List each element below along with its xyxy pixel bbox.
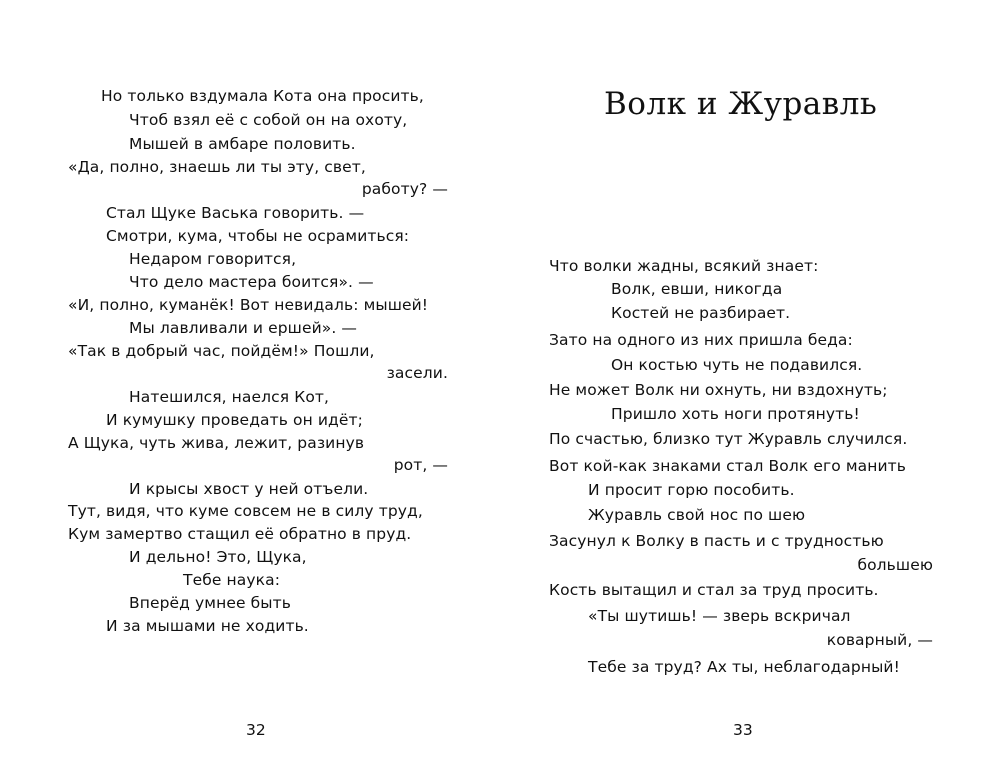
verse-line: «Да, полно, знаешь ли ты эту, свет, xyxy=(68,158,366,176)
verse-line: Вот кой-как знаками стал Волк его манить xyxy=(549,457,907,475)
verse-line: Смотри, кума, чтобы не осрамиться: xyxy=(106,227,410,245)
verse-line: Волк, евши, никогда xyxy=(611,280,783,298)
verse-line: Тебе наука: xyxy=(183,571,281,589)
verse-line: Тебе за труд? Ах ты, неблагодарный! xyxy=(588,658,900,676)
verse-line: Тут, видя, что куме совсем не в силу труд, xyxy=(68,502,423,520)
page-number: 33 xyxy=(733,721,753,739)
verse-line: Мышей в амбаре половить. xyxy=(129,135,356,153)
verse-line-continuation: коварный, — xyxy=(826,631,933,649)
verse-line: Мы лавливали и ершей». — xyxy=(129,319,358,337)
verse-line: Что волки жадны, всякий знает: xyxy=(549,257,819,275)
verse-line: Кум замертво стащил её обратно в пруд. xyxy=(68,525,412,543)
verse-line: И кумушку проведать он идёт; xyxy=(106,411,363,429)
verse-line: Но только вздумала Кота она просить, xyxy=(101,87,424,105)
verse-line: Костей не разбирает. xyxy=(611,304,791,322)
verse-line-continuation: рот, — xyxy=(393,456,448,474)
verse-line: А Щука, чуть жива, лежит, разинув xyxy=(68,434,365,452)
verse-line: Чтоб взял её с собой он на охоту, xyxy=(129,111,408,129)
page-number: 32 xyxy=(246,721,266,739)
verse-line: Пришло хоть ноги протянуть! xyxy=(611,405,860,423)
verse-line: «Ты шутишь! — зверь вскричал xyxy=(588,607,851,625)
left-page xyxy=(0,0,500,770)
verse-line: По счастью, близко тут Журавль случился. xyxy=(549,430,908,448)
verse-line: Не может Волк ни охнуть, ни вздохнуть; xyxy=(549,381,888,399)
verse-line: И дельно! Это, Щука, xyxy=(129,548,307,566)
verse-line: «И, полно, куманёк! Вот невидаль: мышей! xyxy=(68,296,429,314)
verse-line: Натешился, наелся Кот, xyxy=(129,388,330,406)
verse-line: И крысы хвост у ней отъели. xyxy=(129,480,369,498)
verse-line: «Так в добрый час, пойдём!» Пошли, xyxy=(68,342,375,360)
poem-title: Волк и Журавль xyxy=(604,86,878,122)
verse-line: Кость вытащил и стал за труд просить. xyxy=(549,581,879,599)
right-page xyxy=(500,0,1001,770)
verse-line-continuation: большею xyxy=(857,556,933,574)
verse-line: Недаром говорится, xyxy=(129,250,297,268)
verse-line: Журавль свой нос по шею xyxy=(588,506,806,524)
verse-line-continuation: работу? — xyxy=(361,180,448,198)
verse-line: Что дело мастера боится». — xyxy=(129,273,374,291)
verse-line-continuation: засели. xyxy=(386,364,448,382)
verse-line: И просит горю пособить. xyxy=(588,481,795,499)
verse-line: И за мышами не ходить. xyxy=(106,617,309,635)
verse-line: Он костью чуть не подавился. xyxy=(611,356,863,374)
verse-line: Зато на одного из них пришла беда: xyxy=(549,331,853,349)
verse-line: Засунул к Волку в пасть и с трудностью xyxy=(549,532,884,550)
verse-line: Вперёд умнее быть xyxy=(129,594,291,612)
verse-line: Стал Щуке Васька говорить. — xyxy=(106,204,365,222)
